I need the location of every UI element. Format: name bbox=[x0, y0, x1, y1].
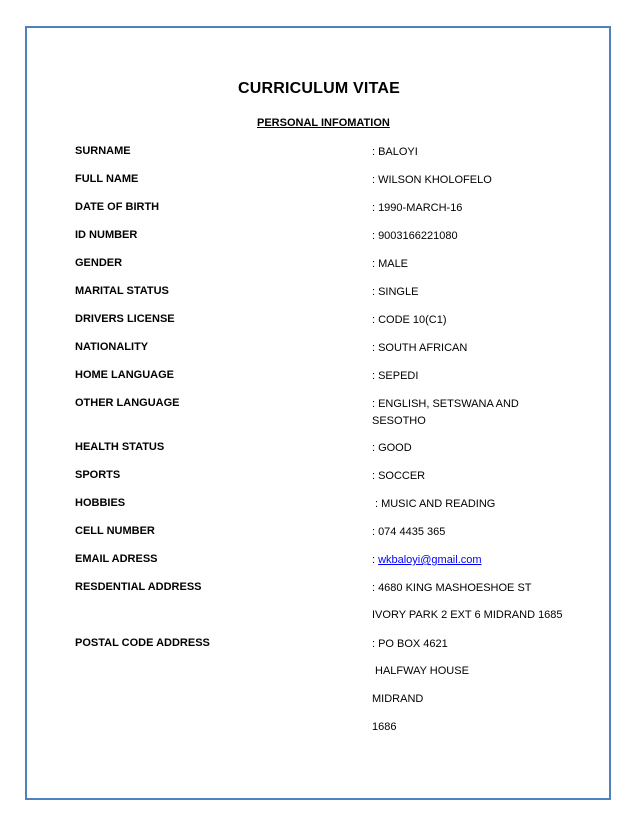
field-row-home-language bbox=[0, 369, 638, 385]
field-label: GENDER bbox=[75, 257, 123, 269]
field-label: DATE OF BIRTH bbox=[75, 201, 160, 213]
field-label: ID NUMBER bbox=[75, 229, 138, 241]
field-value: : BALOYI bbox=[372, 146, 418, 158]
field-value: : GOOD bbox=[372, 442, 412, 454]
field-row-id-number bbox=[0, 229, 638, 245]
field-value-continued: 1686 bbox=[372, 721, 397, 733]
section-heading: PERSONAL INFOMATION bbox=[257, 117, 390, 129]
field-row-drivers-license bbox=[0, 313, 638, 329]
field-row-sports bbox=[0, 469, 638, 485]
field-value-continued: MIDRAND bbox=[372, 693, 424, 705]
field-value: : 4680 KING MASHOESHOE ST bbox=[372, 582, 532, 594]
field-label: SPORTS bbox=[75, 469, 121, 481]
field-value: : SOUTH AFRICAN bbox=[372, 342, 468, 354]
field-label: HOBBIES bbox=[75, 497, 126, 509]
field-row-gender bbox=[0, 257, 638, 273]
document-title: CURRICULUM VITAE bbox=[237, 80, 400, 97]
field-row-full-name bbox=[0, 173, 638, 189]
field-row-marital-status bbox=[0, 285, 638, 301]
field-value: : wkbaloyi@gmail.com bbox=[372, 554, 482, 566]
field-row-postal-address bbox=[0, 637, 638, 733]
field-value: : SOCCER bbox=[372, 470, 426, 482]
field-label: SURNAME bbox=[75, 145, 131, 157]
field-value-continued: IVORY PARK 2 EXT 6 MIDRAND 1685 bbox=[372, 609, 563, 621]
page-border bbox=[25, 26, 611, 800]
field-row-residential-address bbox=[0, 581, 638, 621]
field-label: HOME LANGUAGE bbox=[75, 369, 174, 381]
field-value: : CODE 10(C1) bbox=[372, 314, 447, 326]
field-label: OTHER LANGUAGE bbox=[75, 397, 180, 409]
field-row-health-status bbox=[0, 441, 638, 457]
field-row-other-language bbox=[0, 397, 638, 427]
field-label: EMAIL ADRESS bbox=[75, 553, 158, 565]
field-row-cell-number bbox=[0, 525, 638, 541]
field-row-surname bbox=[0, 145, 638, 161]
field-value: : PO BOX 4621 bbox=[372, 638, 448, 650]
field-value: : 074 4435 365 bbox=[372, 526, 446, 538]
field-label: DRIVERS LICENSE bbox=[75, 313, 175, 325]
field-value: : SINGLE bbox=[372, 286, 419, 298]
email-link[interactable]: wkbaloyi@gmail.com bbox=[378, 554, 482, 566]
field-value: : WILSON KHOLOFELO bbox=[372, 174, 492, 186]
field-value: : ENGLISH, SETSWANA AND bbox=[372, 398, 519, 410]
field-value: : SEPEDI bbox=[372, 370, 419, 382]
field-value: : MALE bbox=[372, 258, 409, 270]
field-label: RESDENTIAL ADDRESS bbox=[75, 581, 202, 593]
field-label: CELL NUMBER bbox=[75, 525, 155, 537]
field-label: HEALTH STATUS bbox=[75, 441, 165, 453]
field-value-continued: SESOTHO bbox=[372, 415, 426, 427]
field-value-continued: HALFWAY HOUSE bbox=[375, 665, 469, 677]
field-label: FULL NAME bbox=[75, 173, 139, 185]
field-row-nationality bbox=[0, 341, 638, 357]
field-value: : 9003166221080 bbox=[372, 230, 458, 242]
field-label: MARITAL STATUS bbox=[75, 285, 169, 297]
field-value: : MUSIC AND READING bbox=[375, 498, 496, 510]
field-row-email-address bbox=[0, 553, 638, 569]
field-label: NATIONALITY bbox=[75, 341, 149, 353]
field-row-date-of-birth bbox=[0, 201, 638, 217]
field-label: POSTAL CODE ADDRESS bbox=[75, 637, 210, 649]
field-value: : 1990-MARCH-16 bbox=[372, 202, 463, 214]
field-row-hobbies bbox=[0, 497, 638, 513]
